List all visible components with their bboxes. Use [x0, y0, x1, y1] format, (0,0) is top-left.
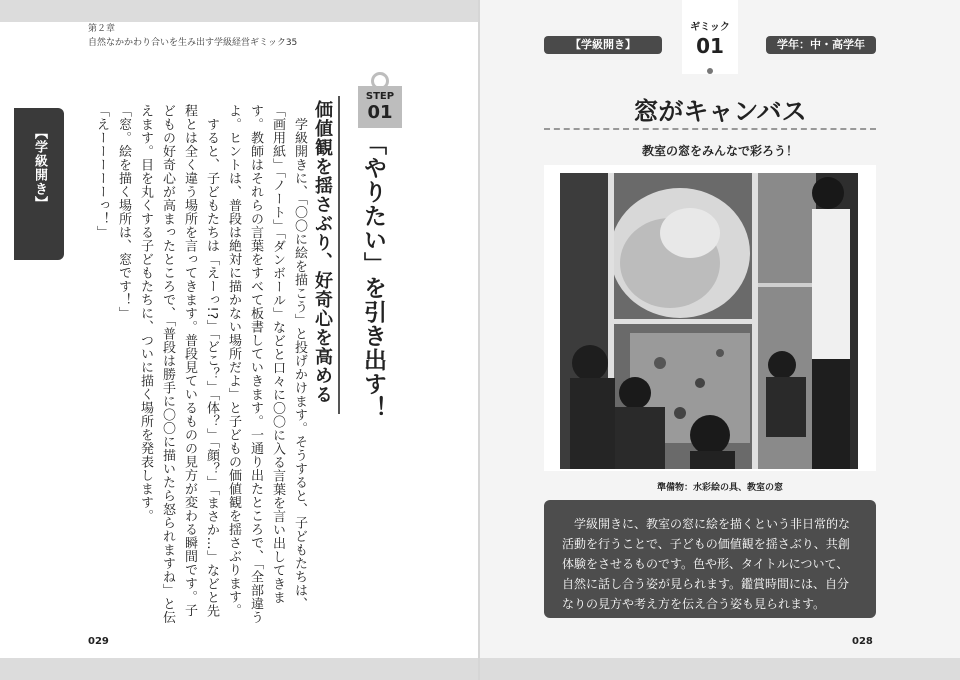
chapter-subtitle: 自然なかかわり合いを生み出す学級経営ギミック35: [88, 38, 298, 48]
side-tab-label: 【学級開き】: [32, 126, 47, 210]
photo-frame: [544, 165, 876, 471]
window-painting-photo-icon: [560, 173, 858, 469]
description-box: 学級開きに、教室の窓に絵を描くという非日常的な活動を行うことで、子どもの価値観を揺さぶり、共創体験をさせるものです。色や形、タイトルについて、自然に話し合う姿が見られます。鑑賞時間には、自分なりの見方や考え方を伝え合う姿も見られます。: [544, 500, 876, 618]
page-number-right: 028: [852, 636, 873, 647]
right-page: [480, 0, 960, 680]
catch-phrase: 「やりたい」を引き出す！: [360, 132, 386, 420]
step-tag: [358, 86, 402, 128]
body-paragraph: 「えーーーーーっ！」: [94, 104, 109, 239]
vertical-divider: [338, 96, 340, 414]
body-text: [90, 104, 310, 628]
top-band: [0, 0, 480, 22]
bottom-band: [480, 658, 960, 680]
classroom-photo: [560, 173, 858, 469]
page-number-left: 029: [88, 636, 109, 647]
chapter-number: 第２章: [88, 24, 116, 34]
grade-pill: 学年：中・高学年: [766, 36, 876, 54]
category-pill: 【学級開き】: [544, 36, 662, 54]
materials-caption: 準備物：水彩絵の具、教室の窓: [656, 483, 783, 493]
body-paragraph: 「窓。絵を描く場所は、窓です！」: [116, 104, 131, 320]
body-paragraph: すると、子どもたちは「えーっ!?」「どこ？」「体？」「顔？」「まさか…」などと先程とは全く違う場所を言ってきます。普段見ているものの見方が変わる瞬間です。子どもの好奇心が高まったところで、「普段は勝手に〇〇に描いたら怒られますね」と伝えます。目を丸くする子どもたちに、ついに描く場所を発表します。: [138, 104, 219, 624]
chapter-header: [88, 22, 297, 50]
body-paragraph: 学級開きに、「〇〇に絵を描こう」と投げかけます。そうすると、子どもたちは、「画用紙」「ノート」「ダンボール」などと口々に〇〇に入る言葉を言い出してきます。教師はそれらの言葉をすべて板書していきます。一通り出たところで、「全部違うよ。ヒントは、普段は絶対に描かない場所だよ」と子どもの価値観を揺さぶります。: [226, 104, 307, 624]
step-number: 01: [367, 102, 393, 123]
gimmick-card: [682, 0, 738, 74]
page-title: 窓がキャンバス: [633, 97, 807, 126]
gimmick-label: ギミック: [690, 22, 730, 33]
dashed-divider: [544, 128, 876, 130]
gimmick-number: 01: [696, 34, 724, 58]
gimmick-dot: [707, 68, 713, 74]
bottom-band: [0, 658, 480, 680]
section-title: 価値観を揺さぶり、好奇心を高める: [312, 100, 333, 404]
step-label: STEP: [365, 91, 395, 102]
page-subtitle: 教室の窓をみんなで彩ろう！: [641, 144, 798, 158]
